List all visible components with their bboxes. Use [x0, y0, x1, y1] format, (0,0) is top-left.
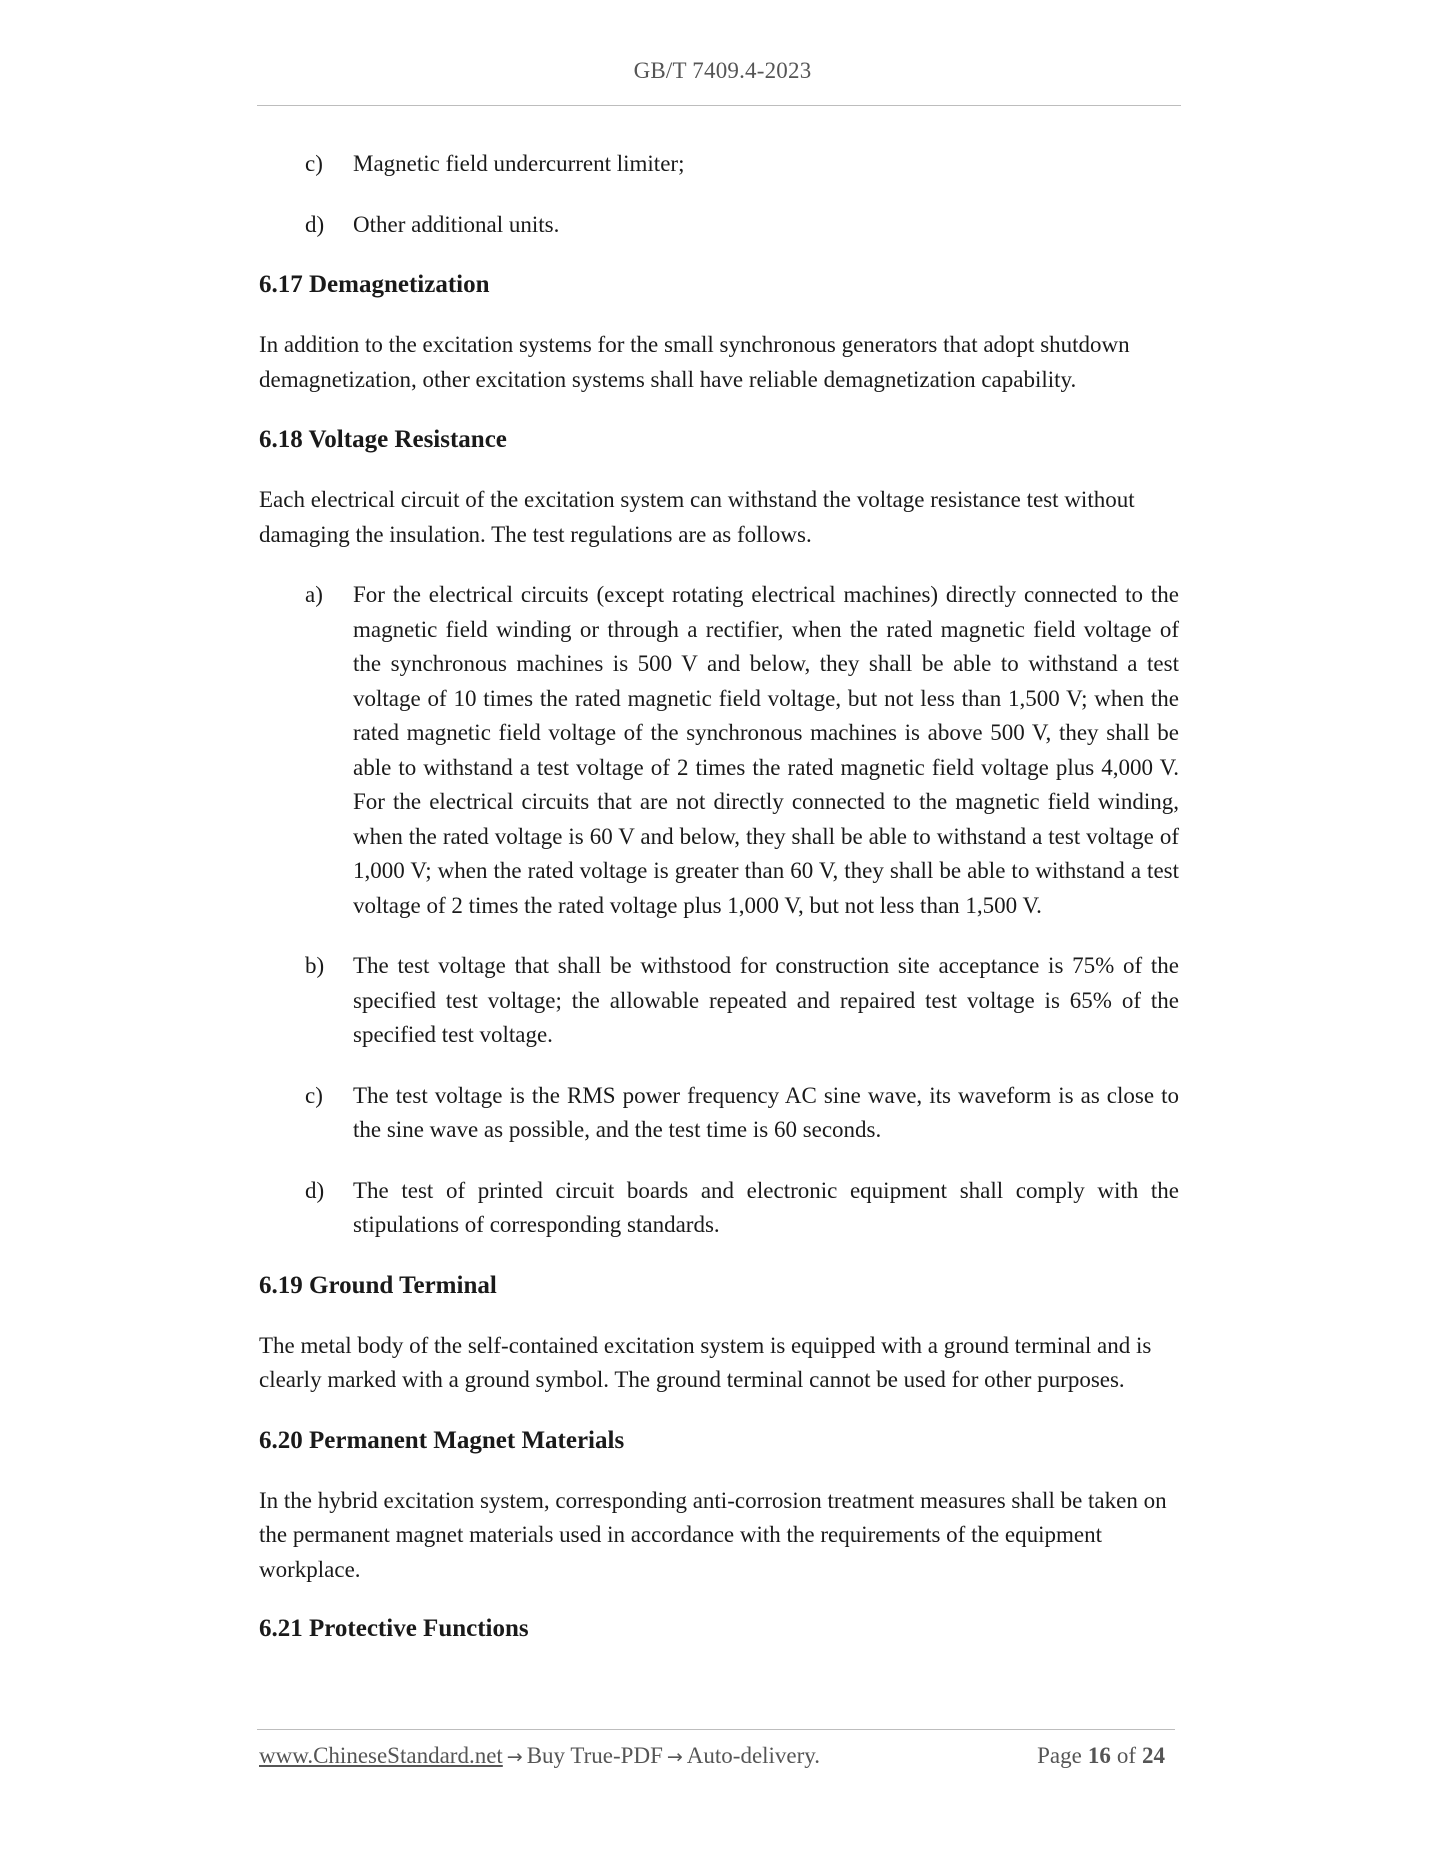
current-page-number: 16: [1087, 1743, 1111, 1768]
total-page-number: 24: [1142, 1743, 1165, 1768]
list-item-label: a): [305, 582, 323, 607]
list-item-label: b): [305, 953, 325, 978]
section-paragraph-6-19: The metal body of the self-contained excitation system is equipped with a ground terminal and is clearly marked with a ground symbol. The ground terminal cannot be used for other purposes.: [259, 1332, 1152, 1392]
list-item: [259, 578, 1179, 923]
list-item: [259, 208, 1179, 243]
of-word: of: [1116, 1743, 1136, 1768]
list-item-text: Other additional units.: [353, 211, 560, 237]
arrow-right-icon: →: [666, 1746, 683, 1768]
list-item-text: Magnetic field undercurrent limiter;: [353, 151, 685, 176]
section-heading-6-18: 6.18 Voltage Resistance: [259, 426, 507, 453]
list-item-label: c): [305, 1082, 323, 1108]
page-footer: [259, 1743, 1171, 1777]
list-item: [259, 1079, 1179, 1148]
page-word: Page: [1037, 1743, 1082, 1768]
section-paragraph-6-18: Each electrical circuit of the excitation system can withstand the voltage resistance test without damaging the insulation. The test regulations are as follows.: [259, 487, 1135, 547]
section-heading-6-21: 6.21 Protective Functions: [259, 1615, 529, 1642]
header-rule: [257, 105, 1181, 106]
page-content: [259, 147, 1179, 1672]
list-item-text: The test of printed circuit boards and electronic equipment shall comply with the stipulations of corresponding standards.: [353, 1177, 1179, 1237]
list-item: [259, 147, 1179, 182]
footer-rule: [257, 1729, 1175, 1730]
footer-promo: [259, 1743, 820, 1769]
section-heading-6-19: 6.19 Ground Terminal: [259, 1271, 497, 1299]
running-header: GB/T 7409.4-2023: [633, 58, 812, 83]
arrow-right-icon: →: [506, 1746, 523, 1768]
list-item-label: d): [305, 211, 325, 237]
section-heading-6-20: 6.20 Permanent Magnet Materials: [259, 1426, 625, 1454]
list-item-text: The test voltage that shall be withstood for construction site acceptance is 75% of the specified test voltage; the allowable repeated and repaired test voltage is 65% of the specified test voltage.: [353, 953, 1179, 1047]
list-item: [259, 1174, 1179, 1243]
list-item-label: d): [305, 1177, 325, 1203]
auto-delivery-text: Auto-delivery.: [686, 1743, 821, 1768]
list-item-label: c): [305, 151, 323, 176]
section-paragraph-6-17: In addition to the excitation systems for the small synchronous generators that adopt shutdown demagnetization, other excitation systems shall have reliable demagnetization capability.: [259, 332, 1130, 392]
section-paragraph-6-20: In the hybrid excitation system, corresponding anti-corrosion treatment measures shall be taken on the permanent magnet materials used in accordance with the requirements of the equipment workplace.: [259, 1487, 1167, 1582]
list-item-text: The test voltage is the RMS power frequency AC sine wave, its waveform is as close to the sine wave as possible, and the test time is 60 seconds.: [353, 1082, 1179, 1142]
list-item: [259, 949, 1179, 1053]
section-heading-6-17: 6.17 Demagnetization: [259, 271, 490, 298]
list-item-text: For the electrical circuits (except rotating electrical machines) directly connected to the magnetic field winding or through a rectifier, when the rated magnetic field voltage of the synchronous machines is 500 V and below, they shall be able to withstand a test voltage of 10 times the rated magnetic field voltage, but not less than 1,500 V; when the rated magnetic field voltage of the synchronous machines is above 500 V, they shall be able to withstand a test voltage of 2 times the rated magnetic field voltage plus 4,000 V. For the electrical circuits that are not directly connected to the magnetic field winding, when the rated voltage is 60 V and below, they shall be able to withstand a test voltage of 1,000 V; when the rated voltage is greater than 60 V, they shall be able to withstand a test voltage of 2 times the rated voltage plus 1,000 V, but not less than 1,500 V.: [353, 582, 1179, 918]
page-number: [1037, 1743, 1171, 1769]
buy-pdf-text: Buy True-PDF: [526, 1743, 663, 1768]
website-link[interactable]: www.ChineseStandard.net: [259, 1743, 503, 1768]
